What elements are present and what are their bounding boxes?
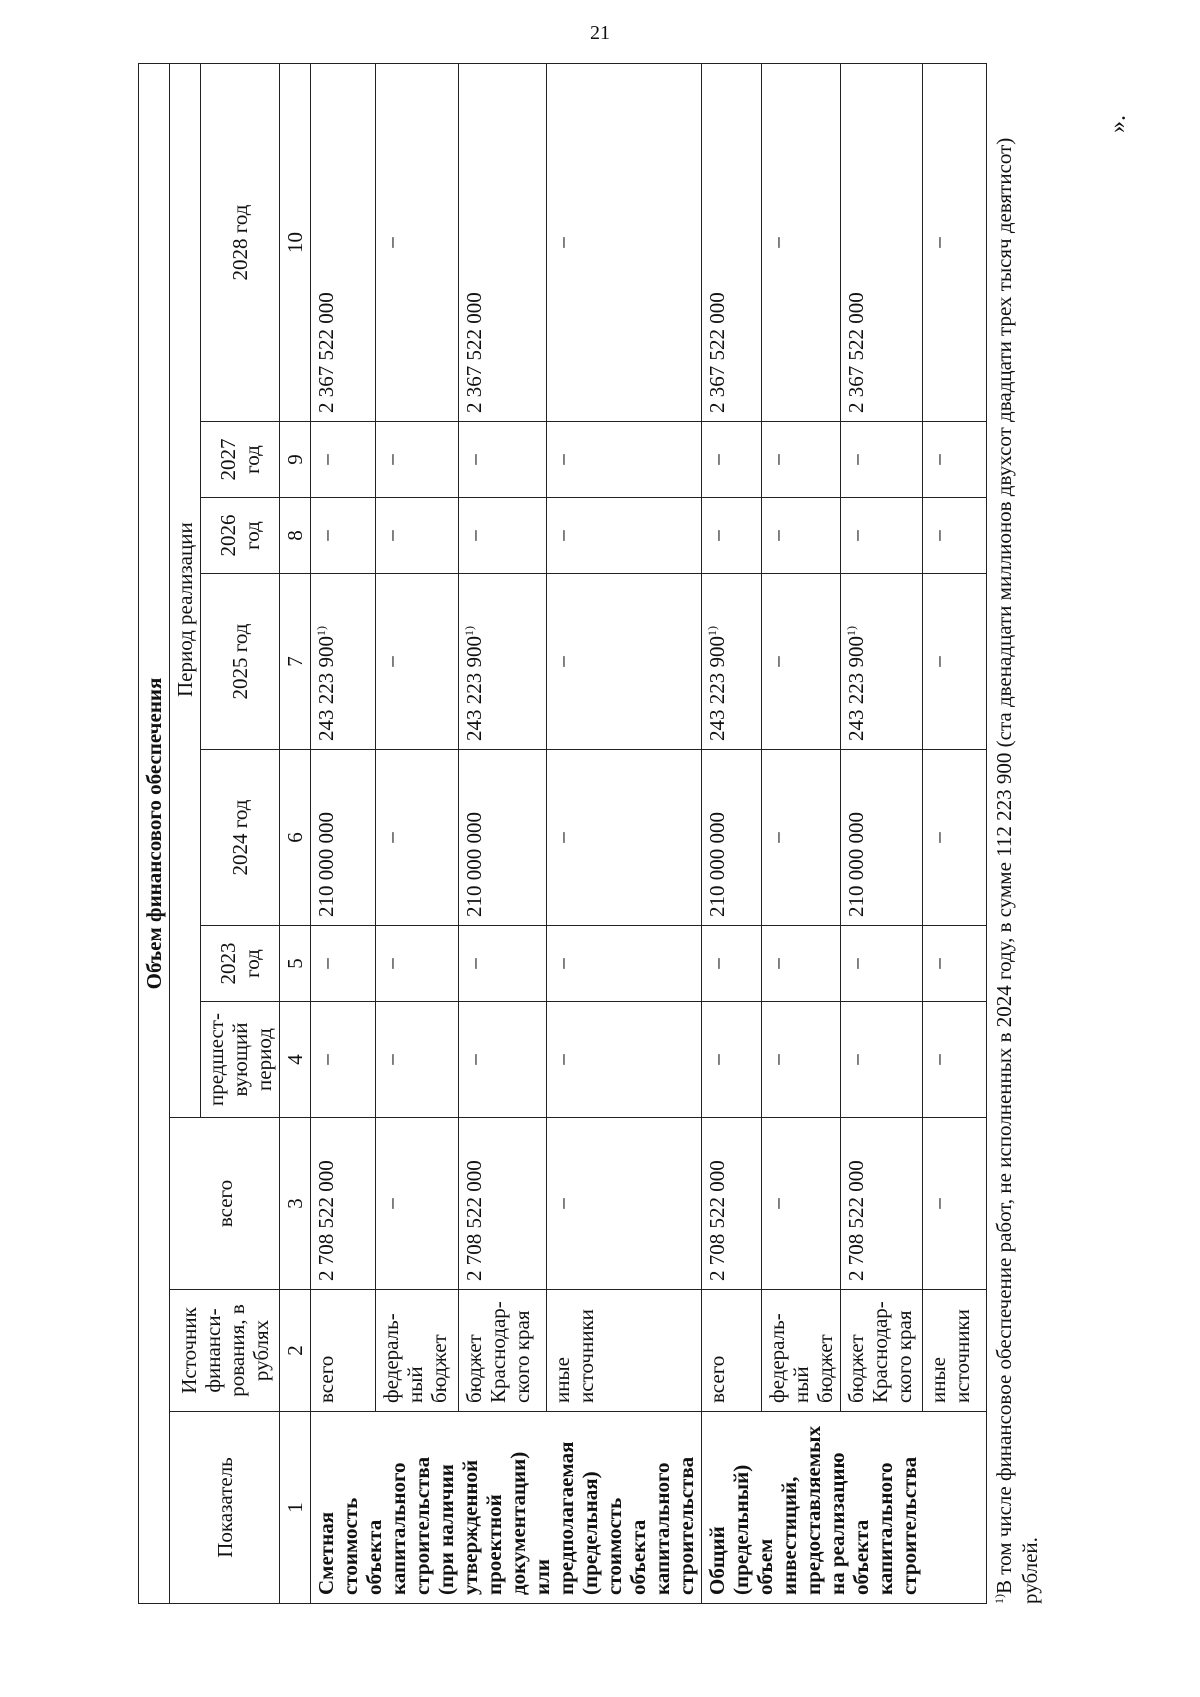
value-cell: – bbox=[546, 498, 701, 574]
header-total: всего bbox=[170, 1118, 280, 1290]
value-cell: – bbox=[841, 926, 923, 1002]
indicator-cell: Общий (предельный) объем инвестиций, предоставляемых на реализацию объекта капитального строительства bbox=[702, 1412, 987, 1604]
value-cell: – bbox=[841, 1002, 923, 1118]
value-cell: – bbox=[702, 422, 762, 498]
footnote-mark: 1) bbox=[314, 626, 328, 636]
value-cell: – bbox=[762, 750, 841, 926]
table-row bbox=[702, 63, 762, 1603]
footnote-text: В том числе финансовое обеспечение работ, не исполненных в 2024 году, в сумме 112 223 900 (ста двенадцати миллионов двухсот двадцати трех тысяч девятисот) рублей. bbox=[992, 137, 1042, 1604]
value-cell: – bbox=[458, 498, 546, 574]
value-cell: – bbox=[375, 498, 458, 574]
value-cell: – bbox=[546, 750, 701, 926]
page-number: 21 bbox=[590, 22, 610, 44]
col-number: 3 bbox=[280, 1118, 311, 1290]
value-cell: 2 367 522 000 bbox=[702, 63, 762, 421]
col-number: 10 bbox=[280, 63, 311, 421]
value-cell: – bbox=[923, 926, 987, 1002]
value-cell: – bbox=[923, 422, 987, 498]
value-cell: 243 223 900$^{1)}$ bbox=[702, 574, 762, 750]
value-cell: – bbox=[923, 1002, 987, 1118]
source-cell: иные источники bbox=[923, 1290, 987, 1412]
value-cell: – bbox=[762, 498, 841, 574]
value-cell: – bbox=[762, 422, 841, 498]
col-number: 7 bbox=[280, 574, 311, 750]
header-2025: 2025 год bbox=[201, 574, 280, 750]
value-cell: – bbox=[762, 926, 841, 1002]
closing-quote: ». bbox=[1105, 115, 1131, 133]
col-number: 1 bbox=[280, 1412, 311, 1604]
value-cell: 210 000 000 bbox=[702, 750, 762, 926]
footnote-mark: 1) bbox=[844, 626, 858, 636]
source-cell: всего bbox=[702, 1290, 762, 1412]
value-cell: – bbox=[546, 1118, 701, 1290]
col-number: 5 bbox=[280, 926, 311, 1002]
value-cell: – bbox=[458, 422, 546, 498]
value-cell: 210 000 000 bbox=[458, 750, 546, 926]
value-cell: – bbox=[841, 498, 923, 574]
value-cell: – bbox=[458, 926, 546, 1002]
value-cell: 243 223 900$^{1)}$ bbox=[458, 574, 546, 750]
value-cell: – bbox=[841, 422, 923, 498]
value-cell: 243 223 900$^{1)}$ bbox=[311, 574, 376, 750]
value-cell: – bbox=[762, 63, 841, 421]
column-numbers-row bbox=[280, 63, 311, 1603]
col-number: 8 bbox=[280, 498, 311, 574]
value-cell: – bbox=[546, 574, 701, 750]
value-cell: – bbox=[762, 1002, 841, 1118]
value-cell: 2 708 522 000 bbox=[702, 1118, 762, 1290]
table-row bbox=[311, 63, 376, 1603]
value-cell: – bbox=[311, 498, 376, 574]
value-cell: – bbox=[546, 63, 701, 421]
footnote-mark: 1) bbox=[461, 626, 476, 636]
value-cell: – bbox=[311, 422, 376, 498]
value-cell: 2 367 522 000 bbox=[841, 63, 923, 421]
footnote-mark: 1) bbox=[992, 1594, 1006, 1604]
header-2026: 2026 год bbox=[201, 498, 280, 574]
value-cell: 2 708 522 000 bbox=[841, 1118, 923, 1290]
header-prev-period: предшест-вующий период bbox=[201, 1002, 280, 1118]
table-row bbox=[546, 63, 701, 1603]
col-number: 4 bbox=[280, 1002, 311, 1118]
header-2023: 2023 год bbox=[201, 926, 280, 1002]
source-cell: федераль-ный бюджет bbox=[375, 1290, 458, 1412]
table-row bbox=[375, 63, 458, 1603]
value-cell: – bbox=[923, 498, 987, 574]
footnote-mark: 1) bbox=[705, 626, 719, 636]
value-cell: – bbox=[762, 574, 841, 750]
value-cell: 210 000 000 bbox=[311, 750, 376, 926]
source-cell: всего bbox=[311, 1290, 376, 1412]
table-row bbox=[762, 63, 841, 1603]
table-title: Объем финансового обеспечения bbox=[139, 63, 170, 1603]
footnote bbox=[991, 84, 1043, 1604]
value-cell: – bbox=[311, 1002, 376, 1118]
value-cell: – bbox=[923, 1118, 987, 1290]
source-cell: бюджет Краснодар-ского края bbox=[841, 1290, 923, 1412]
header-2024: 2024 год bbox=[201, 750, 280, 926]
col-number: 2 bbox=[280, 1290, 311, 1412]
value-cell: – bbox=[546, 1002, 701, 1118]
header-indicator: Показатель bbox=[170, 1412, 280, 1604]
value-cell: – bbox=[923, 63, 987, 421]
value-cell: – bbox=[458, 1002, 546, 1118]
value-cell: – bbox=[375, 1002, 458, 1118]
value-cell: – bbox=[375, 750, 458, 926]
value-cell: – bbox=[546, 422, 701, 498]
value-cell: – bbox=[702, 498, 762, 574]
col-number: 6 bbox=[280, 750, 311, 926]
header-2028: 2028 год bbox=[201, 63, 280, 421]
value-cell: – bbox=[375, 63, 458, 421]
indicator-cell: Сметная стоимость объекта капитального строительства (при наличии утвержденной проектной документации) или предполагаемая (предельная) стоимость объекта капитального строительства bbox=[311, 1412, 702, 1604]
header-2027: 2027 год bbox=[201, 422, 280, 498]
value-cell: – bbox=[762, 1118, 841, 1290]
source-cell: федераль-ный бюджет bbox=[762, 1290, 841, 1412]
value-cell: – bbox=[702, 926, 762, 1002]
header-source: Источник финанси-рования, в рублях bbox=[170, 1290, 280, 1412]
rotated-table-container bbox=[138, 84, 1098, 1604]
value-cell: – bbox=[923, 750, 987, 926]
table-row bbox=[458, 63, 546, 1603]
value-cell: 2 367 522 000 bbox=[311, 63, 376, 421]
value-cell: – bbox=[546, 926, 701, 1002]
table-row bbox=[923, 63, 987, 1603]
value-cell: – bbox=[375, 926, 458, 1002]
value-cell: – bbox=[375, 422, 458, 498]
source-cell: бюджет Краснодар-ского края bbox=[458, 1290, 546, 1412]
table-row bbox=[841, 63, 923, 1603]
header-period-group: Период реализации bbox=[170, 63, 201, 1117]
value-cell: – bbox=[311, 926, 376, 1002]
value-cell: 2 708 522 000 bbox=[311, 1118, 376, 1290]
col-number: 9 bbox=[280, 422, 311, 498]
value-cell: – bbox=[702, 1002, 762, 1118]
value-cell: – bbox=[375, 1118, 458, 1290]
financing-table bbox=[138, 63, 987, 1604]
source-cell: иные источники bbox=[546, 1290, 701, 1412]
value-cell: 2 367 522 000 bbox=[458, 63, 546, 421]
value-cell: 243 223 900$^{1)}$ bbox=[841, 574, 923, 750]
value-cell: – bbox=[923, 574, 987, 750]
value-cell: 2 708 522 000 bbox=[458, 1118, 546, 1290]
value-cell: 210 000 000 bbox=[841, 750, 923, 926]
value-cell: – bbox=[375, 574, 458, 750]
